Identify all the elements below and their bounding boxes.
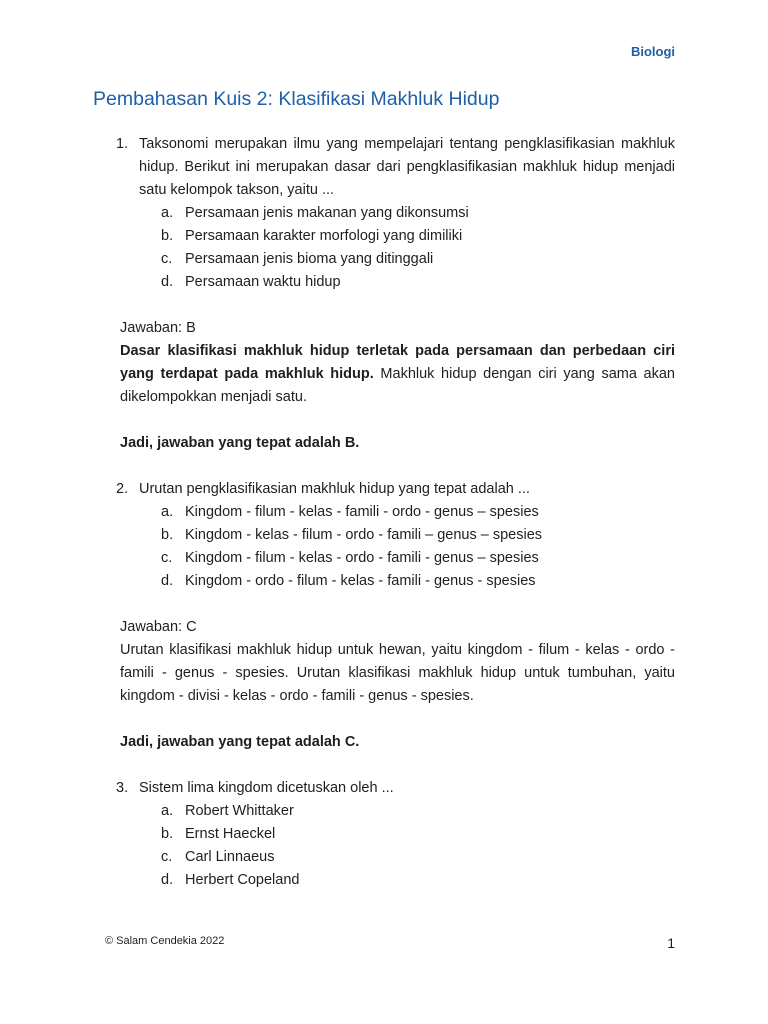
option-letter: a. bbox=[161, 205, 174, 221]
answer-block-2 bbox=[93, 616, 675, 754]
option-letter: b. bbox=[161, 228, 174, 244]
conclusion bbox=[120, 432, 675, 455]
option-letter: d. bbox=[161, 274, 174, 290]
option-text: Kingdom - filum - kelas - famili - ordo - genus – spesies bbox=[185, 504, 539, 520]
question-number: 3. bbox=[116, 780, 129, 796]
option-b bbox=[139, 524, 675, 547]
question-text: Urutan pengklasifikasian makhluk hidup yang tepat adalah ... bbox=[139, 481, 530, 497]
option-text: Persamaan jenis bioma yang ditinggali bbox=[185, 251, 434, 267]
option-letter: c. bbox=[161, 251, 173, 267]
option-letter: b. bbox=[161, 826, 174, 842]
option-text: Robert Whittaker bbox=[185, 803, 294, 819]
option-letter: d. bbox=[161, 872, 174, 888]
option-text: Persamaan karakter morfologi yang dimiliki bbox=[185, 228, 463, 244]
question-text: Taksonomi merupakan ilmu yang mempelajari tentang pengklasifikasian makhluk hidup. Berikut ini merupakan dasar dari pengklasifikasian makhluk hidup menjadi satu kelompok takson, yaitu ... bbox=[139, 136, 675, 198]
question-text: Sistem lima kingdom dicetuskan oleh ... bbox=[139, 780, 394, 796]
header-subject: Biologi bbox=[630, 44, 675, 59]
answer-label: Jawaban: C bbox=[120, 619, 197, 635]
conclusion bbox=[120, 731, 675, 754]
answer-block-1 bbox=[93, 317, 675, 455]
question-1 bbox=[93, 133, 675, 294]
option-letter: b. bbox=[161, 527, 174, 543]
option-letter: c. bbox=[161, 550, 173, 566]
footer-copyright: © Salam Cendekia 2022 bbox=[105, 935, 225, 947]
option-letter: c. bbox=[161, 849, 173, 865]
page-number: 1 bbox=[667, 935, 675, 951]
option-b bbox=[139, 823, 675, 846]
explanation: Urutan klasifikasi makhluk hidup untuk hewan, yaitu kingdom - filum - kelas - ordo - famili - genus - spesies. Urutan klasifikasi makhluk hidup untuk tumbuhan, yaitu kingdom - divisi - kelas - ordo - famili - genus - spesies. bbox=[120, 642, 675, 704]
option-d bbox=[139, 570, 675, 593]
option-d bbox=[139, 271, 675, 294]
option-b bbox=[139, 225, 675, 248]
option-a bbox=[139, 501, 675, 524]
conclusion-text: Jadi, jawaban yang tepat adalah C. bbox=[120, 734, 360, 750]
options-list bbox=[139, 202, 675, 294]
option-text: Persamaan waktu hidup bbox=[185, 274, 341, 290]
option-letter: d. bbox=[161, 573, 174, 589]
option-a bbox=[139, 800, 675, 823]
option-text: Herbert Copeland bbox=[185, 872, 300, 888]
option-d bbox=[139, 869, 675, 892]
page-title: Pembahasan Kuis 2: Klasifikasi Makhluk Hidup bbox=[93, 88, 500, 110]
option-c bbox=[139, 547, 675, 570]
option-text: Carl Linnaeus bbox=[185, 849, 275, 865]
option-letter: a. bbox=[161, 803, 174, 819]
option-letter: a. bbox=[161, 504, 174, 520]
question-2 bbox=[93, 478, 675, 593]
question-number: 2. bbox=[116, 481, 129, 497]
explanation-bold: Dasar klasifikasi makhluk hidup terletak pada persamaan dan perbedaan ciri yang terdapat pada makhluk hidup. bbox=[120, 343, 675, 382]
explanation bbox=[120, 340, 675, 409]
options-list bbox=[139, 501, 675, 593]
conclusion-text: Jadi, jawaban yang tepat adalah B. bbox=[120, 435, 360, 451]
option-text: Persamaan jenis makanan yang dikonsumsi bbox=[185, 205, 469, 221]
option-text: Kingdom - ordo - filum - kelas - famili - genus - spesies bbox=[185, 573, 536, 589]
option-text: Kingdom - filum - kelas - ordo - famili - genus – spesies bbox=[185, 550, 539, 566]
question-3 bbox=[93, 777, 675, 892]
option-c bbox=[139, 248, 675, 271]
options-list bbox=[139, 800, 675, 892]
option-a bbox=[139, 202, 675, 225]
answer-label: Jawaban: B bbox=[120, 320, 196, 336]
option-text: Ernst Haeckel bbox=[185, 826, 276, 842]
option-c bbox=[139, 846, 675, 869]
document-body bbox=[93, 133, 675, 892]
explanation-text: Makhluk hidup dengan ciri yang sama akan dikelompokkan menjadi satu. bbox=[120, 366, 675, 405]
question-number: 1. bbox=[116, 136, 129, 152]
option-text: Kingdom - kelas - filum - ordo - famili – genus – spesies bbox=[185, 527, 543, 543]
